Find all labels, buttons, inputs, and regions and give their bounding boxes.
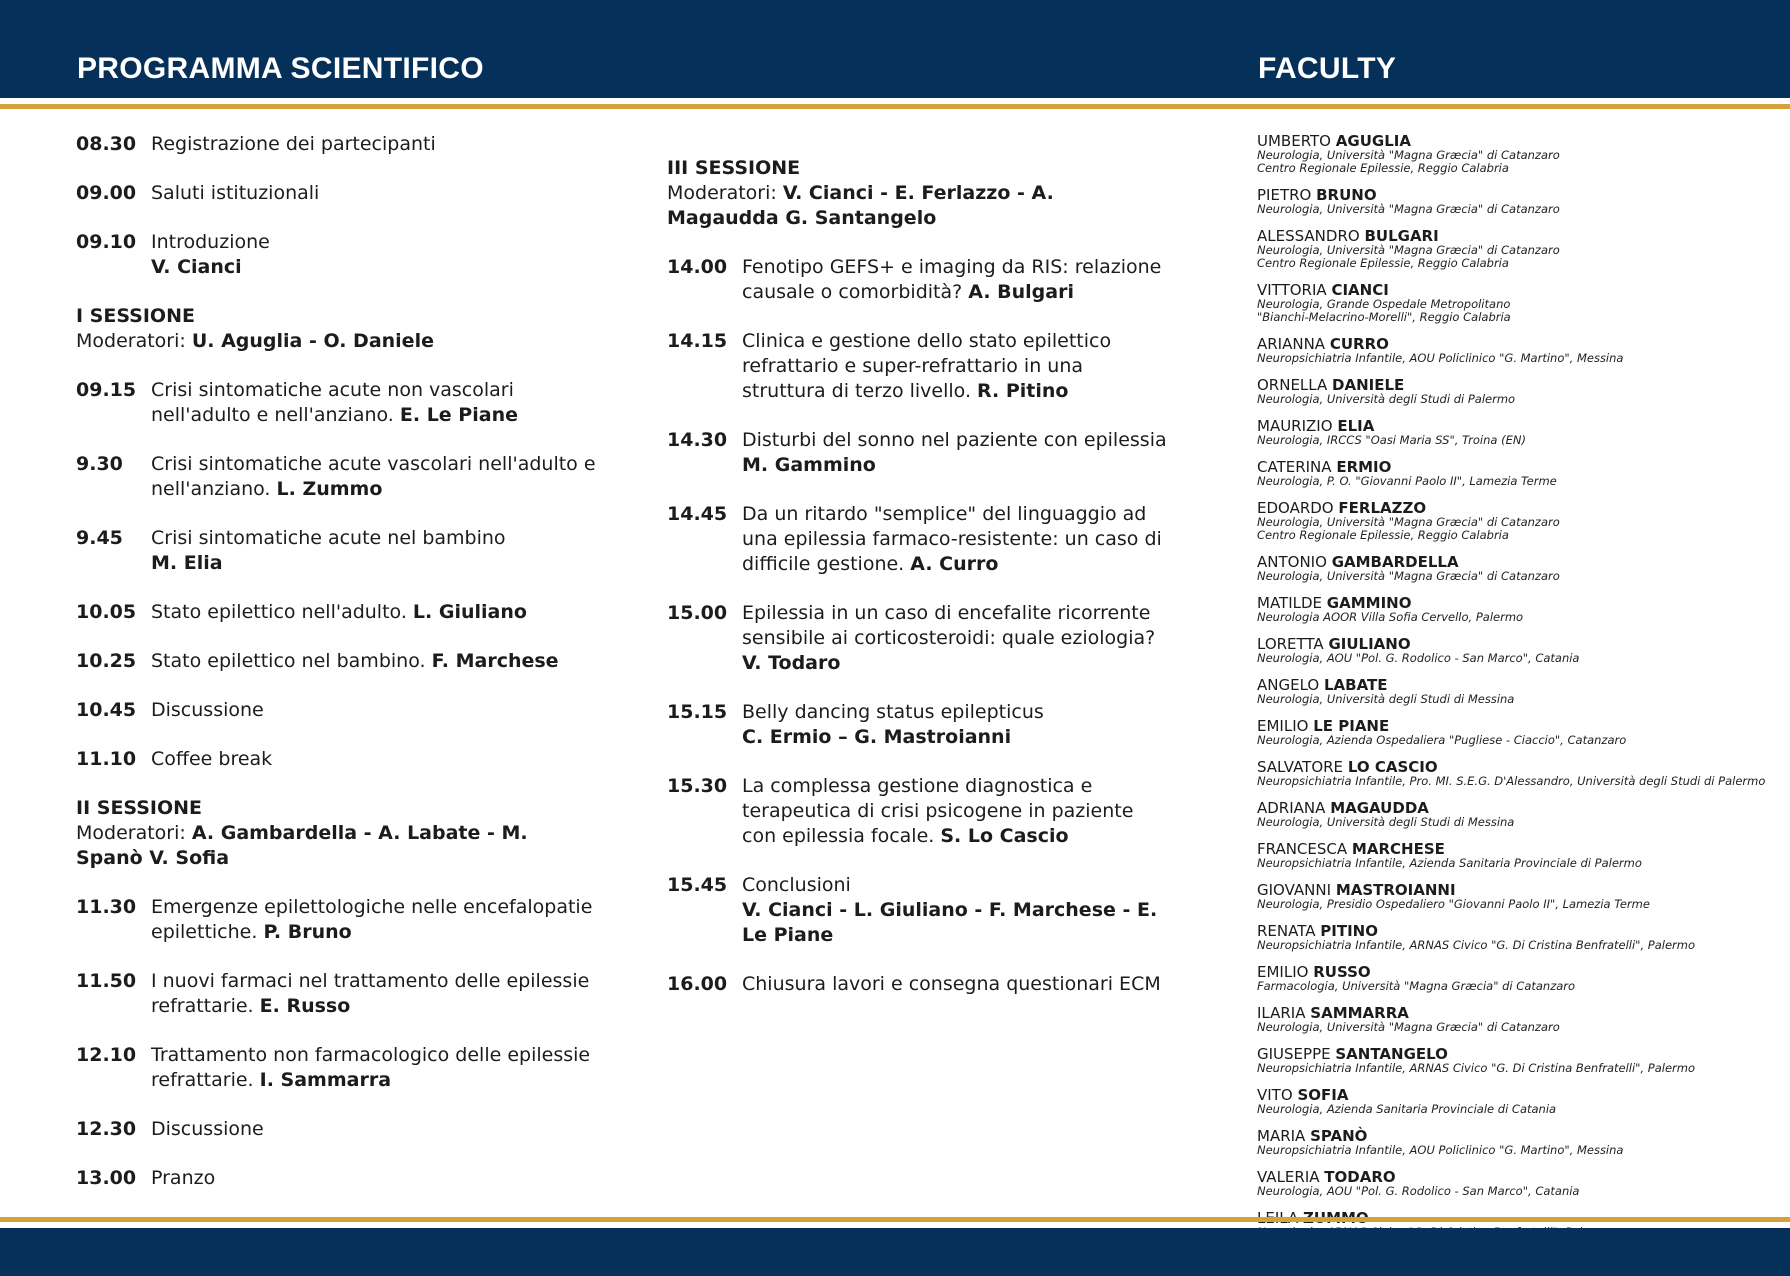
entry-title: Clinica e gestione dello stato epilettico refrattario e super-refrattario in una struttura di terzo livello. — [742, 330, 1112, 402]
faculty-member — [1257, 1046, 1777, 1075]
faculty-affiliation: Neuropsichiatria Infantile, Pro. MI. S.E.G. D'Alessandro, Università degli Studi di Palermo — [1257, 774, 1766, 788]
faculty-last-name: LO CASCIO — [1347, 758, 1438, 776]
program-entry — [667, 428, 1167, 478]
entry-body — [742, 428, 1167, 478]
faculty-name — [1257, 554, 1777, 570]
program-column-1 — [76, 132, 596, 1215]
faculty-name — [1257, 882, 1777, 898]
faculty-member — [1257, 882, 1777, 911]
entry-body — [742, 700, 1167, 750]
program-entry — [76, 452, 596, 502]
faculty-member — [1257, 718, 1777, 747]
session-title: I SESSIONE — [76, 305, 195, 327]
faculty-name — [1257, 923, 1777, 939]
entry-time: 11.30 — [76, 896, 137, 918]
entry-time: 10.05 — [76, 601, 137, 623]
entry-time: 14.15 — [667, 330, 728, 352]
session-block — [76, 304, 596, 354]
moderators-line — [76, 821, 596, 871]
faculty-first-name: VITTORIA — [1257, 281, 1327, 299]
faculty-member — [1257, 554, 1777, 583]
entry-body — [742, 502, 1167, 577]
faculty-affiliation: Neurologia, Università degli Studi di Messina — [1257, 692, 1515, 706]
faculty-last-name: BULGARI — [1364, 227, 1439, 245]
faculty-affiliation: Neurologia, Università degli Studi di Palermo — [1257, 392, 1516, 406]
faculty-name — [1257, 1169, 1777, 1185]
entry-body — [742, 329, 1167, 404]
entry-speaker: P. Bruno — [263, 921, 352, 943]
faculty-last-name: MAGAUDDA — [1330, 799, 1429, 817]
faculty-name — [1257, 1046, 1777, 1062]
entry-body — [151, 895, 596, 945]
entry-body — [151, 1166, 596, 1191]
faculty-member — [1257, 595, 1777, 624]
program-entry — [667, 255, 1167, 305]
entry-title: Saluti istituzionali — [151, 182, 320, 204]
entry-speaker: L. Giuliano — [412, 601, 527, 623]
entry-title: Crisi sintomatiche acute vascolari nell'adulto e nell'anziano. — [151, 453, 596, 500]
entry-body — [151, 1043, 596, 1093]
faculty-last-name: GAMBARDELLA — [1331, 553, 1459, 571]
faculty-affiliation: Neurologia AOOR Villa Sofia Cervello, Palermo — [1257, 610, 1524, 624]
entry-body — [151, 230, 596, 280]
faculty-last-name: AGUGLIA — [1335, 132, 1411, 150]
faculty-first-name: EDOARDO — [1257, 499, 1334, 517]
entry-title: Fenotipo GEFS+ e imaging da RIS: relazione causale o comorbidità? — [742, 256, 1162, 303]
session-title: III SESSIONE — [667, 157, 801, 179]
faculty-last-name: SANTANGELO — [1335, 1045, 1448, 1063]
entry-body — [151, 600, 596, 625]
faculty-affiliation: Neuropsichiatria Infantile, ARNAS Civico "G. Di Cristina Benfratelli", Palermo — [1257, 938, 1695, 952]
faculty-last-name: CURRO — [1329, 335, 1389, 353]
entry-title: Discussione — [151, 699, 264, 721]
program-entry — [667, 972, 1167, 997]
entry-body — [151, 378, 596, 428]
faculty-member — [1257, 1087, 1777, 1116]
entry-time: 11.10 — [76, 748, 137, 770]
faculty-affiliation: Neuropsichiatria Infantile, AOU Policlinico "G. Martino", Messina — [1257, 351, 1624, 365]
entry-title: Crisi sintomatiche acute non vascolari nell'adulto e nell'anziano. — [151, 379, 514, 426]
entry-title: Discussione — [151, 1118, 264, 1140]
program-entry — [76, 600, 596, 625]
faculty-first-name: ANTONIO — [1257, 553, 1327, 571]
faculty-member — [1257, 282, 1777, 324]
entry-time: 12.10 — [76, 1044, 137, 1066]
faculty-name — [1257, 1128, 1777, 1144]
entry-time: 10.45 — [76, 699, 137, 721]
entry-title: Pranzo — [151, 1167, 216, 1189]
faculty-affiliation: Neurologia, IRCCS "Oasi Maria SS", Troina (EN) — [1257, 433, 1526, 447]
faculty-first-name: VITO — [1257, 1086, 1293, 1104]
program-entry — [76, 698, 596, 723]
faculty-last-name: GIULIANO — [1328, 635, 1411, 653]
entry-speaker: S. Lo Cascio — [940, 825, 1069, 847]
faculty-first-name: GIOVANNI — [1257, 881, 1332, 899]
program-entry — [76, 1043, 596, 1093]
faculty-first-name: GIUSEPPE — [1257, 1045, 1331, 1063]
faculty-affiliation: Neurologia, Università "Magna Græcia" di Catanzaro — [1257, 515, 1560, 529]
program-entry — [76, 895, 596, 945]
entry-body — [151, 452, 596, 502]
entry-speaker: L. Zummo — [276, 478, 383, 500]
entry-speaker: C. Ermio – G. Mastroianni — [742, 726, 1012, 748]
program-entry — [76, 1117, 596, 1142]
entry-time: 12.30 — [76, 1118, 137, 1140]
entry-title: Chiusura lavori e consegna questionari ECM — [742, 973, 1161, 995]
faculty-first-name: MAURIZIO — [1257, 417, 1333, 435]
faculty-last-name: SPANÒ — [1310, 1127, 1368, 1145]
faculty-member — [1257, 923, 1777, 952]
faculty-member — [1257, 228, 1777, 270]
entry-time: 15.30 — [667, 775, 728, 797]
faculty-first-name: EMILIO — [1257, 717, 1309, 735]
program-entry — [667, 502, 1167, 577]
entry-title: I nuovi farmaci nel trattamento delle epilessie refrattarie. — [151, 970, 590, 1017]
program-entry — [76, 378, 596, 428]
faculty-member — [1257, 187, 1777, 216]
entry-body — [742, 255, 1167, 305]
entry-title: Stato epilettico nell'adulto. — [151, 601, 407, 623]
entry-body — [742, 972, 1167, 997]
entry-speaker: I. Sammarra — [259, 1069, 392, 1091]
footer-band — [0, 1228, 1790, 1276]
faculty-last-name: TODARO — [1324, 1168, 1396, 1186]
entry-body — [742, 774, 1167, 849]
entry-time: 11.50 — [76, 970, 137, 992]
faculty-member — [1257, 759, 1777, 788]
moderators-label: Moderatori: — [667, 182, 783, 204]
entry-body — [151, 181, 596, 206]
faculty-affiliation: Centro Regionale Epilessie, Reggio Calabria — [1257, 528, 1509, 542]
moderators-label: Moderatori: — [76, 330, 192, 352]
entry-speaker: A. Curro — [910, 553, 999, 575]
faculty-member — [1257, 336, 1777, 365]
entry-body — [151, 747, 596, 772]
entry-speaker: A. Bulgari — [968, 281, 1074, 303]
faculty-first-name: UMBERTO — [1257, 132, 1331, 150]
faculty-member — [1257, 377, 1777, 406]
faculty-member — [1257, 418, 1777, 447]
session-title: II SESSIONE — [76, 797, 203, 819]
faculty-affiliation: Neuropsichiatria Infantile, Azienda Sanitaria Provinciale di Palermo — [1257, 856, 1642, 870]
entry-body — [151, 526, 596, 576]
entry-body — [151, 698, 596, 723]
entry-time: 14.45 — [667, 503, 728, 525]
entry-time: 13.00 — [76, 1167, 137, 1189]
faculty-first-name: ARIANNA — [1257, 335, 1326, 353]
entry-speaker: V. Todaro — [742, 652, 841, 674]
faculty-first-name: MATILDE — [1257, 594, 1323, 612]
entry-time: 08.30 — [76, 133, 137, 155]
entry-speaker: E. Le Piane — [399, 404, 518, 426]
faculty-first-name: FRANCESCA — [1257, 840, 1348, 858]
faculty-first-name: ADRIANA — [1257, 799, 1326, 817]
entry-title: Conclusioni — [742, 874, 851, 896]
faculty-member — [1257, 964, 1777, 993]
faculty-name — [1257, 377, 1777, 393]
program-entry — [76, 230, 596, 280]
faculty-last-name: ELIA — [1337, 417, 1375, 435]
faculty-member — [1257, 800, 1777, 829]
faculty-affiliation: Centro Regionale Epilessie, Reggio Calabria — [1257, 161, 1509, 175]
entry-title: Introduzione — [151, 231, 270, 253]
faculty-first-name: MARIA — [1257, 1127, 1306, 1145]
faculty-first-name: SALVATORE — [1257, 758, 1344, 776]
program-entry — [76, 181, 596, 206]
entry-time: 9.45 — [76, 527, 123, 549]
faculty-member — [1257, 1128, 1777, 1157]
faculty-last-name: RUSSO — [1313, 963, 1371, 981]
program-entry — [76, 1166, 596, 1191]
moderators-line — [76, 329, 596, 354]
faculty-affiliation: Neurologia, Azienda Ospedaliera "Pugliese - Ciaccio", Catanzaro — [1257, 733, 1627, 747]
program-entry — [667, 700, 1167, 750]
entry-speaker: E. Russo — [259, 995, 351, 1017]
faculty-last-name: BRUNO — [1316, 186, 1377, 204]
entry-time: 9.30 — [76, 453, 123, 475]
faculty-member — [1257, 459, 1777, 488]
faculty-affiliation: Neurologia, Università "Magna Græcia" di Catanzaro — [1257, 202, 1560, 216]
faculty-first-name: LORETTA — [1257, 635, 1324, 653]
faculty-last-name: MASTROIANNI — [1335, 881, 1456, 899]
faculty-list — [1257, 133, 1777, 1251]
entry-body — [742, 601, 1167, 676]
faculty-affiliation: Neurologia, Grande Ospedale Metropolitano — [1257, 297, 1511, 311]
program-title: PROGRAMMA SCIENTIFICO — [77, 52, 484, 85]
faculty-last-name: DANIELE — [1332, 376, 1405, 394]
faculty-affiliation: Neurologia, Università "Magna Græcia" di Catanzaro — [1257, 1020, 1560, 1034]
entry-time: 15.00 — [667, 602, 728, 624]
faculty-affiliation: Neurologia, Azienda Sanitaria Provinciale di Catania — [1257, 1102, 1557, 1116]
entry-body — [151, 969, 596, 1019]
faculty-member — [1257, 677, 1777, 706]
faculty-member — [1257, 133, 1777, 175]
program-entry — [76, 969, 596, 1019]
program-entry — [76, 649, 596, 674]
faculty-first-name: ALESSANDRO — [1257, 227, 1360, 245]
entry-title: Trattamento non farmacologico delle epilessie refrattarie. — [151, 1044, 591, 1091]
faculty-first-name: ORNELLA — [1257, 376, 1328, 394]
faculty-name — [1257, 1005, 1777, 1021]
program-entry — [667, 329, 1167, 404]
entry-time: 09.15 — [76, 379, 137, 401]
faculty-member — [1257, 500, 1777, 542]
faculty-name — [1257, 133, 1777, 149]
faculty-last-name: SAMMARRA — [1310, 1004, 1409, 1022]
moderators-names: U. Aguglia - O. Daniele — [191, 330, 434, 352]
faculty-affiliation: Neurologia, Università degli Studi di Messina — [1257, 815, 1515, 829]
entry-title: Coffee break — [151, 748, 273, 770]
entry-time: 15.15 — [667, 701, 728, 723]
faculty-name — [1257, 500, 1777, 516]
faculty-last-name: ERMIO — [1336, 458, 1392, 476]
faculty-affiliation: Centro Regionale Epilessie, Reggio Calabria — [1257, 256, 1509, 270]
program-entry — [667, 601, 1167, 676]
faculty-first-name: ANGELO — [1257, 676, 1320, 694]
faculty-first-name: VALERIA — [1257, 1168, 1320, 1186]
entry-speaker: M. Gammino — [742, 454, 876, 476]
faculty-affiliation: Farmacologia, Università "Magna Græcia" di Catanzaro — [1257, 979, 1576, 993]
program-entry — [76, 132, 596, 157]
faculty-first-name: EMILIO — [1257, 963, 1309, 981]
faculty-title: FACULTY — [1258, 52, 1397, 85]
faculty-name — [1257, 964, 1777, 980]
faculty-last-name: PITINO — [1320, 922, 1378, 940]
moderators-line — [667, 181, 1167, 231]
faculty-name — [1257, 636, 1777, 652]
faculty-last-name: FERLAZZO — [1338, 499, 1427, 517]
entry-title: Disturbi del sonno nel paziente con epilessia — [742, 429, 1167, 451]
moderators-label: Moderatori: — [76, 822, 192, 844]
faculty-last-name: LABATE — [1324, 676, 1388, 694]
entry-title: Emergenze epilettologiche nelle encefalopatie epilettiche. — [151, 896, 593, 943]
program-column-2 — [667, 156, 1167, 1021]
entry-time: 10.25 — [76, 650, 137, 672]
entry-time: 09.10 — [76, 231, 137, 253]
faculty-name — [1257, 718, 1777, 734]
entry-title: Registrazione dei partecipanti — [151, 133, 436, 155]
entry-title: Epilessia in un caso di encefalite ricorrente sensibile ai corticosteroidi: quale eziologia? — [742, 602, 1156, 649]
faculty-member — [1257, 636, 1777, 665]
faculty-name — [1257, 418, 1777, 434]
faculty-affiliation: Neurologia, Università "Magna Græcia" di Catanzaro — [1257, 569, 1560, 583]
moderators-names: A. Gambardella - A. Labate - M. Spanò V. Sofia — [76, 822, 528, 869]
faculty-affiliation: Neurologia, AOU "Pol. G. Rodolico - San Marco", Catania — [1257, 1184, 1580, 1198]
faculty-member — [1257, 841, 1777, 870]
entry-title: Da un ritardo "semplice" del linguaggio ad una epilessia farmaco-resistente: un caso di difficile gestione. — [742, 503, 1162, 575]
faculty-last-name: MARCHESE — [1351, 840, 1445, 858]
faculty-name — [1257, 187, 1777, 203]
entry-speaker: M. Elia — [151, 552, 223, 574]
faculty-first-name: ILARIA — [1257, 1004, 1306, 1022]
faculty-name — [1257, 459, 1777, 475]
entry-speaker: V. Cianci — [151, 256, 242, 278]
entry-body — [151, 1117, 596, 1142]
footer-gold-rule — [0, 1217, 1790, 1222]
faculty-affiliation: Neurologia, AOU "Pol. G. Rodolico - San Marco", Catania — [1257, 651, 1580, 665]
faculty-first-name: RENATA — [1257, 922, 1316, 940]
faculty-affiliation: Neurologia, Università "Magna Græcia" di Catanzaro — [1257, 148, 1560, 162]
session-block — [667, 156, 1167, 231]
faculty-affiliation: Neurologia, Presidio Ospedaliero "Giovanni Paolo II", Lamezia Terme — [1257, 897, 1650, 911]
faculty-last-name: CIANCI — [1331, 281, 1389, 299]
entry-time: 09.00 — [76, 182, 137, 204]
entry-time: 14.00 — [667, 256, 728, 278]
faculty-affiliation: Neurologia, P. O. "Giovanni Paolo II", Lamezia Terme — [1257, 474, 1557, 488]
faculty-name — [1257, 759, 1777, 775]
faculty-last-name: LE PIANE — [1313, 717, 1390, 735]
entry-time: 14.30 — [667, 429, 728, 451]
faculty-affiliation: "Bianchi-Melacrino-Morelli", Reggio Calabria — [1257, 310, 1511, 324]
entry-speaker: F. Marchese — [431, 650, 559, 672]
faculty-name — [1257, 841, 1777, 857]
moderators-names: V. Cianci - E. Ferlazzo - A. Magaudda G. Santangelo — [667, 182, 1054, 229]
faculty-first-name: PIETRO — [1257, 186, 1312, 204]
entry-speaker: V. Cianci - L. Giuliano - F. Marchese - E. Le Piane — [742, 899, 1158, 946]
faculty-member — [1257, 1005, 1777, 1034]
faculty-name — [1257, 677, 1777, 693]
faculty-name — [1257, 1087, 1777, 1103]
entry-time: 16.00 — [667, 973, 728, 995]
faculty-affiliation: Neuropsichiatria Infantile, ARNAS Civico "G. Di Cristina Benfratelli", Palermo — [1257, 1061, 1695, 1075]
entry-body — [151, 132, 596, 157]
faculty-name — [1257, 228, 1777, 244]
program-entry — [76, 526, 596, 576]
faculty-name — [1257, 800, 1777, 816]
entry-body — [742, 873, 1167, 948]
entry-title: Stato epilettico nel bambino. — [151, 650, 426, 672]
faculty-first-name: CATERINA — [1257, 458, 1332, 476]
header-gold-rule — [0, 104, 1790, 109]
faculty-name — [1257, 595, 1777, 611]
session-block — [76, 796, 596, 871]
faculty-name — [1257, 282, 1777, 298]
entry-title: Crisi sintomatiche acute nel bambino — [151, 527, 506, 549]
program-entry — [667, 774, 1167, 849]
program-entry — [667, 873, 1167, 948]
faculty-affiliation: Neuropsichiatria Infantile, AOU Policlinico "G. Martino", Messina — [1257, 1143, 1624, 1157]
program-entry — [76, 747, 596, 772]
entry-body — [151, 649, 596, 674]
entry-title: Belly dancing status epilepticus — [742, 701, 1044, 723]
faculty-last-name: SOFIA — [1297, 1086, 1349, 1104]
entry-title: La complessa gestione diagnostica e terapeutica di crisi psicogene in paziente con epilessia focale. — [742, 775, 1134, 847]
faculty-name — [1257, 336, 1777, 352]
faculty-member — [1257, 1169, 1777, 1198]
faculty-affiliation: Neurologia, Università "Magna Græcia" di Catanzaro — [1257, 243, 1560, 257]
faculty-last-name: GAMMINO — [1326, 594, 1412, 612]
entry-time: 15.45 — [667, 874, 728, 896]
entry-speaker: R. Pitino — [977, 380, 1069, 402]
